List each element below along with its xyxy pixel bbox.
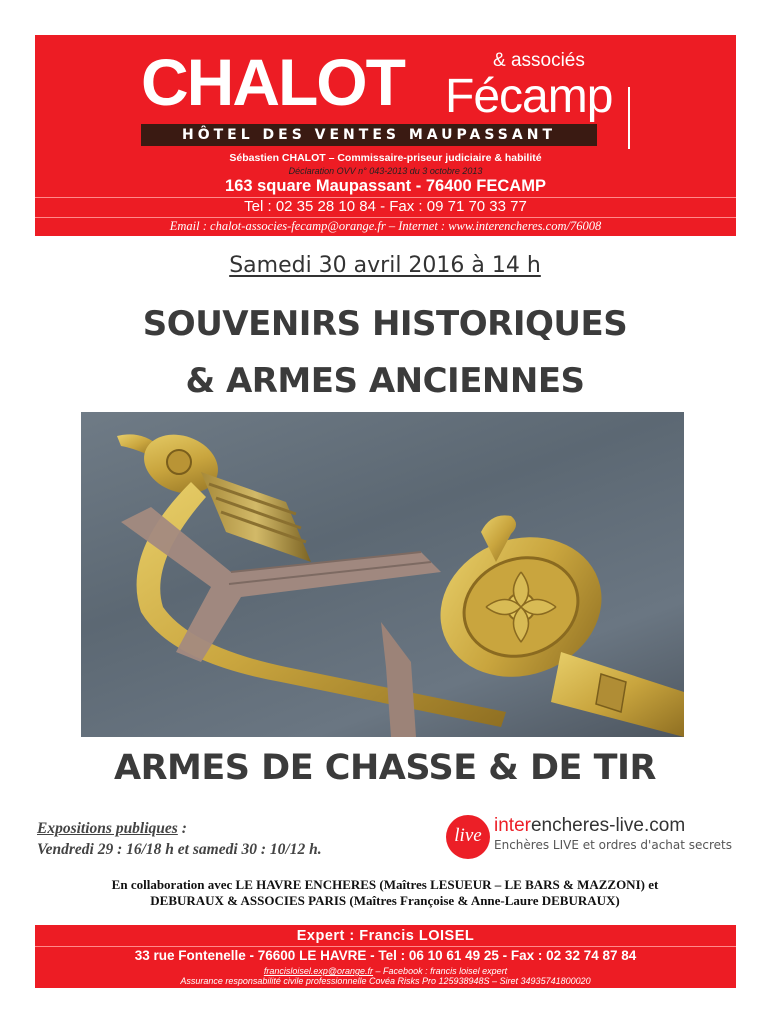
header-banner: [35, 35, 736, 236]
auctioneer-line: Sébastien CHALOT – Commissaire-priseur judiciaire & habilité: [229, 152, 542, 164]
collaboration-line-2: DEBURAUX & ASSOCIES PARIS (Maîtres Françoise & Anne-Laure DEBURAUX): [150, 893, 620, 908]
exhibitions-schedule: Vendredi 29 : 16/18 h et samedi 30 : 10/12 h.: [37, 841, 322, 858]
sword-hilt-image: [81, 412, 684, 737]
exhibitions-colon: :: [177, 820, 187, 837]
declaration-line: Déclaration OVV n° 043-2013 du 3 octobre 2013: [288, 166, 483, 176]
expert-facebook: – Facebook : francis loisel expert: [373, 966, 508, 976]
interencheres-live-logo[interactable]: [446, 815, 736, 859]
footer-banner: [35, 925, 736, 988]
title-line-3: ARMES DE CHASSE & DE TIR: [113, 748, 657, 788]
hotel-name-bar: HÔTEL DES VENTES MAUPASSANT: [141, 124, 597, 146]
exhibitions-info: [37, 818, 322, 860]
title-line-1: SOUVENIRS HISTORIQUES: [142, 304, 628, 344]
brand-logo-text: CHALOT: [141, 45, 404, 119]
expert-contact: [35, 966, 736, 976]
expert-email-link[interactable]: francisloisel.exp@orange.fr: [263, 966, 374, 976]
brand-associes: & associés: [493, 50, 585, 71]
brand-city: Fécamp: [445, 70, 613, 123]
logo-divider: [628, 87, 630, 149]
exhibitions-heading: [37, 818, 322, 839]
address-line: 163 square Maupassant - 76400 FECAMP: [225, 177, 546, 195]
live-site-name-rest: encheres-live.com: [530, 815, 686, 836]
footer-divider: [35, 946, 736, 947]
header-divider: [35, 217, 736, 218]
live-site-name-prefix: inter: [494, 815, 531, 836]
collaboration-note: [30, 877, 740, 909]
sale-date-text: Samedi 30 avril 2016 à 14 h: [229, 253, 541, 278]
live-badge-icon: live: [446, 815, 490, 859]
live-tagline: Enchères LIVE et ordres d'achat secrets: [494, 838, 733, 852]
email-line[interactable]: Email : chalot-associes-fecamp@orange.fr – Internet : www.interencheres.com/76008: [169, 219, 602, 233]
sale-date: [0, 253, 770, 278]
collaboration-line-1: En collaboration avec LE HAVRE ENCHERES (Maîtres LESUEUR – LE BARS & MAZZONI) et: [111, 877, 659, 892]
insurance-line: Assurance responsabilité civile professionnelle Covéa Risks Pro 125938948S – Siret 34935741800020: [180, 976, 591, 986]
phone-line: Tel : 02 35 28 10 84 - Fax : 09 71 70 33 77: [244, 198, 527, 215]
expert-name: Expert : Francis LOISEL: [296, 928, 475, 944]
exhibitions-label: Expositions publiques: [37, 820, 178, 837]
expert-address: 33 rue Fontenelle - 76600 LE HAVRE - Tel : 06 10 61 49 25 - Fax : 02 32 74 87 84: [134, 948, 637, 963]
live-site-name: [494, 815, 685, 837]
title-line-2: & ARMES ANCIENNES: [185, 361, 585, 401]
